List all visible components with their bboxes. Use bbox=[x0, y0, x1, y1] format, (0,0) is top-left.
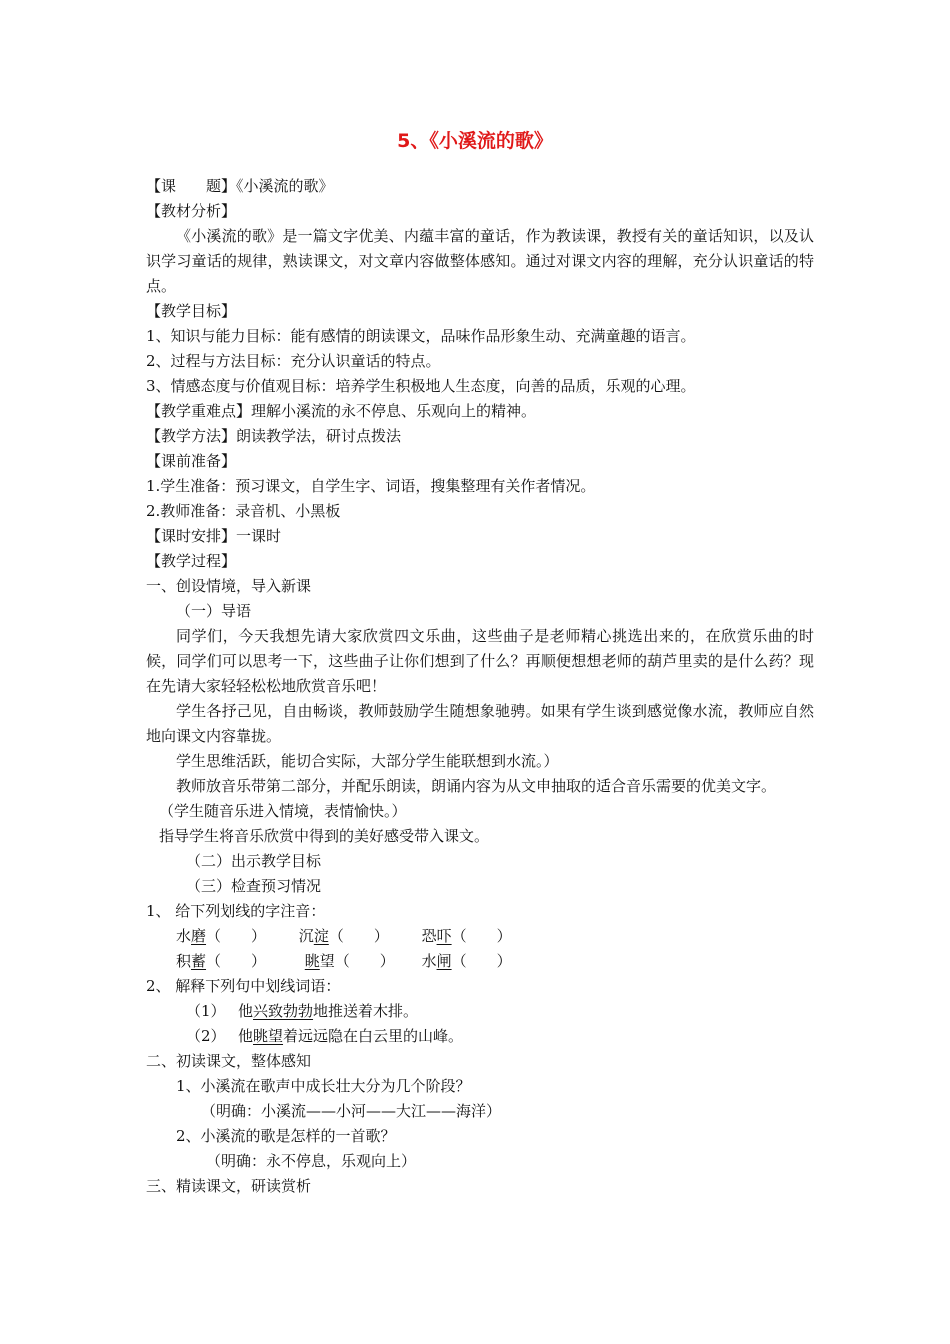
thinking-paragraph: 学生思维活跃，能切合实际，大部分学生能联想到水流。） bbox=[176, 752, 559, 770]
phonetic-plain: 水 bbox=[176, 927, 192, 945]
phonetic-item bbox=[176, 924, 294, 949]
reading-question: 1、小溪流在歌声中成长壮大分为几个阶段？ bbox=[176, 1077, 471, 1095]
subject-line: 【课 题】《小溪流的歌》 bbox=[146, 177, 334, 195]
students-paragraph: 学生各抒己见，自由畅谈，教师鼓励学生随想象驰骋。如果有学生谈到感觉像水流，教师应自然地向课文内容靠拢。 bbox=[146, 702, 814, 745]
phonetic-plain: 沉 bbox=[298, 927, 314, 945]
mood-note: （学生随音乐进入情境，表情愉快。） bbox=[159, 802, 407, 820]
sentence-number: （2） bbox=[186, 1027, 226, 1045]
sub-heading: （三）检查预习情况 bbox=[186, 877, 322, 895]
section-heading: 二、初读课文，整体感知 bbox=[146, 1052, 312, 1070]
phonetic-blank: （ ） bbox=[451, 927, 512, 945]
phonetic-blank: （ ） bbox=[206, 952, 267, 970]
phonetic-underlined: 蓄 bbox=[191, 952, 207, 970]
goal-item: 1、知识与能力目标：能有感情的朗读课文，品味作品形象生动、充满童趣的语言。 bbox=[146, 327, 696, 345]
goals-heading: 【教学目标】 bbox=[146, 302, 237, 320]
phonetic-plain: 恐 bbox=[421, 927, 437, 945]
key-points: 【教学重难点】理解小溪流的永不停息、乐观向上的精神。 bbox=[146, 402, 537, 420]
sentence-text: 地推送着木排。 bbox=[313, 1002, 419, 1020]
sentence-underlined: 眺望 bbox=[253, 1027, 284, 1045]
analysis-paragraph: 《小溪流的歌》是一篇文字优美、内蕴丰富的童话，作为教读课，教授有关的童话知识，以及认识学习童话的规律，熟读课文，对文章内容做整体感知。通过对课文内容的理解，充分认识童话的特点。 bbox=[146, 227, 814, 295]
sentence-underlined: 兴致勃勃 bbox=[253, 1002, 314, 1020]
phonetic-plain: 水 bbox=[421, 952, 437, 970]
prep-item: 2.教师准备：录音机、小黑板 bbox=[146, 502, 341, 520]
phonetic-item bbox=[176, 949, 294, 974]
sentence-text: 他 bbox=[238, 1002, 254, 1020]
reading-answer: （明确：永不停息，乐观向上） bbox=[206, 1152, 417, 1170]
phonetic-underlined: 磨 bbox=[191, 927, 207, 945]
methods: 【教学方法】朗读教学法，研讨点拨法 bbox=[146, 427, 402, 445]
sentence-text: 他 bbox=[238, 1027, 254, 1045]
phonetic-underlined: 眺 bbox=[304, 952, 320, 970]
section-heading: 一、创设情境，导入新课 bbox=[146, 577, 312, 595]
prep-heading: 【课前准备】 bbox=[146, 452, 237, 470]
sentence-text: 着远远隐在白云里的山峰。 bbox=[283, 1027, 464, 1045]
phonetic-underlined: 闸 bbox=[436, 952, 452, 970]
phonetic-item bbox=[299, 949, 417, 974]
phonetic-blank: （ ） bbox=[206, 927, 267, 945]
guide-note: 指导学生将音乐欣赏中得到的美好感受带入课文。 bbox=[159, 827, 490, 845]
phonetic-plain: 积 bbox=[176, 952, 192, 970]
intro-paragraph: 同学们，今天我想先请大家欣赏四文乐曲，这些曲子是老师精心挑选出来的，在欣赏乐曲的时候，同学们可以思考一下，这些曲子让你们想到了什么？再顺便想想老师的葫芦里卖的是什么药？现在先请大家轻轻松松地欣赏音乐吧！ bbox=[146, 627, 814, 695]
phonetic-item bbox=[422, 949, 512, 974]
document-body bbox=[146, 174, 814, 1199]
phonetic-underlined: 淀 bbox=[313, 927, 329, 945]
process-heading: 【教学过程】 bbox=[146, 552, 237, 570]
goal-item: 2、过程与方法目标：充分认识童话的特点。 bbox=[146, 352, 441, 370]
sentence-item bbox=[146, 1024, 814, 1049]
sub-heading: （二）出示教学目标 bbox=[186, 852, 322, 870]
reading-question: 2、小溪流的歌是怎样的一首歌？ bbox=[176, 1127, 396, 1145]
phonetic-blank: （ ） bbox=[451, 952, 512, 970]
phonetic-row bbox=[146, 924, 814, 949]
phonetic-blank: 望（ ） bbox=[319, 952, 395, 970]
analysis-heading: 【教材分析】 bbox=[146, 202, 237, 220]
question-phonetics: 1、 给下列划线的字注音： bbox=[146, 902, 326, 920]
sentence-number: （1） bbox=[186, 1002, 226, 1020]
sub-heading: （一）导语 bbox=[176, 602, 252, 620]
phonetic-row bbox=[146, 949, 814, 974]
phonetic-item bbox=[422, 924, 512, 949]
page-title: 5、《小溪流的歌》 bbox=[397, 130, 553, 152]
phonetic-blank: （ ） bbox=[328, 927, 389, 945]
sentence-item bbox=[146, 999, 814, 1024]
phonetic-item bbox=[299, 924, 417, 949]
reading-answer: （明确：小溪流——小河——大江——海洋） bbox=[201, 1102, 502, 1120]
section-heading: 三、精读课文，研读赏析 bbox=[146, 1177, 312, 1195]
phonetic-underlined: 吓 bbox=[436, 927, 452, 945]
music-paragraph: 教师放音乐带第二部分，并配乐朗读，朗诵内容为从文申抽取的适合音乐需要的优美文字。 bbox=[176, 777, 777, 795]
question-explain: 2、 解释下列句中划线词语： bbox=[146, 977, 341, 995]
goal-item: 3、情感态度与价值观目标：培养学生积极地人生态度，向善的品质，乐观的心理。 bbox=[146, 377, 696, 395]
prep-item: 1.学生准备：预习课文，自学生字、词语，搜集整理有关作者情况。 bbox=[146, 477, 596, 495]
schedule: 【课时安排】一课时 bbox=[146, 527, 282, 545]
